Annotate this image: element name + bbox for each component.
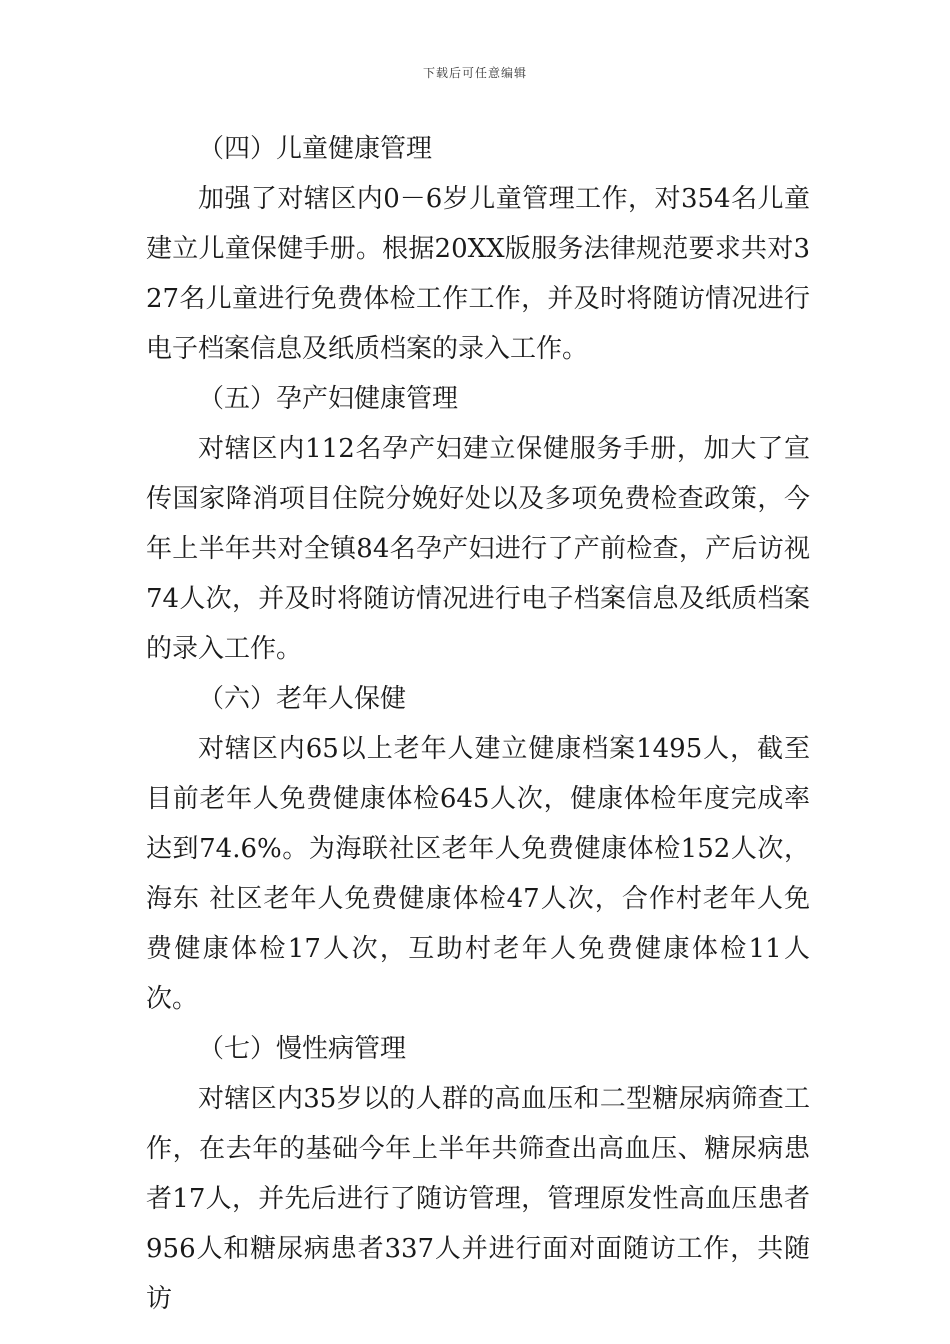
section-body-maternal-health: 对辖区内112名孕产妇建立保健服务手册，加大了宣传国家降消项目住院分娩好处以及多项免费检查政策，今年上半年共对全镇84名孕产妇进行了产前检查，产后访视74人次，并及时将随访情况进行电子档案信息及纸质档案的录入工作。 [146,434,810,664]
section-body-child-health: 加强了对辖区内0－6岁儿童管理工作，对354名儿童建立儿童保健手册。根据20XX版服务法律规范要求共对327名儿童进行免费体检工作工作，并及时将随访情况进行电子档案信息及纸质档案的录入工作。 [146,184,810,364]
section-heading-child-health: （四）儿童健康管理 [198,134,433,164]
section-body-elderly-care: 对辖区内65以上老年人建立健康档案1495人，截至目前老年人免费健康体检645人次，健康体检年度完成率达到74.6%。为海联社区老年人免费健康体检152人次，海东 社区老年人免费健康体检47人次，合作村老年人免费健康体检17人次，互助村老年人免费健康体检11人次。 [146,734,810,1014]
section-heading-maternal-health: （五）孕产妇健康管理 [198,384,459,414]
section-body-chronic-disease: 对辖区内35岁以的人群的高血压和二型糖尿病筛查工作，在去年的基础今年上半年共筛查出高血压、糖尿病患者17人，并先后进行了随访管理，管理原发性高血压患者956人和糖尿病患者337人并进行面对面随访工作，共随访 [146,1084,810,1314]
document-body [146,124,810,1324]
section-heading-chronic-disease: （七）慢性病管理 [198,1034,407,1064]
page-header-note: 下载后可任意编辑 [422,66,527,80]
section-heading-elderly-care: （六）老年人保健 [198,684,407,714]
